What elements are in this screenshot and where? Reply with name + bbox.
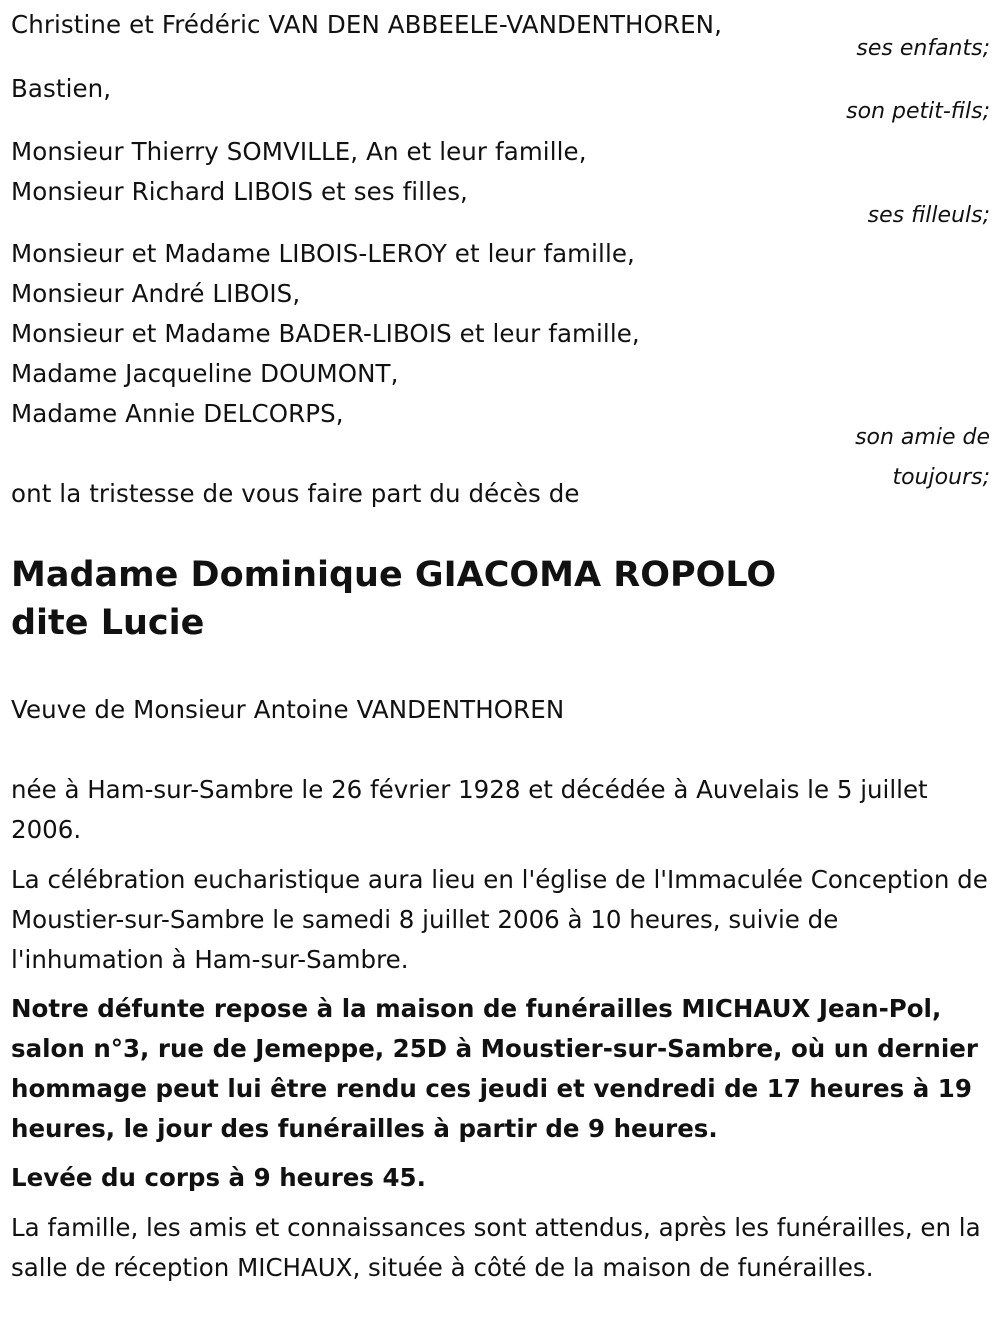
- children-role: ses enfants;: [856, 36, 990, 61]
- friend-line-3: Monsieur et Madame BADER-LIBOIS et leur famille,: [11, 319, 640, 348]
- birth-death-paragraph: née à Ham-sur-Sambre le 26 février 1928 et décédée à Auvelais le 5 juillet 2006.: [11, 775, 928, 844]
- children-names: Christine et Frédéric VAN DEN ABBEELE-VANDENTHOREN,: [11, 10, 722, 39]
- visitation-paragraph: Notre défunte repose à la maison de funérailles MICHAUX Jean-Pol, salon n°3, rue de Jemeppe, 25D à Moustier-sur-Sambre, où un dernier hommage peut lui être rendu ces jeudi et vendredi de 17 heures à 19 heures, le jour des funérailles à partir de 9 heures.: [11, 994, 978, 1143]
- announcement: ont la tristesse de vous faire part du décès de: [11, 479, 580, 508]
- deceased-name-line-2: dite Lucie: [11, 603, 205, 643]
- friends-role-line-1: son amie de: [855, 425, 990, 450]
- godson-line-2: Monsieur Richard LIBOIS et ses filles,: [11, 177, 468, 206]
- ceremony-paragraph: La célébration eucharistique aura lieu en l'église de l'Immaculée Conception de Moustier-sur-Sambre le samedi 8 juillet 2006 à 10 heures, suivie de l'inhumation à Ham-sur-Sambre.: [11, 865, 988, 974]
- friend-line-1: Monsieur et Madame LIBOIS-LEROY et leur famille,: [11, 239, 635, 268]
- grandson-role: son petit-fils;: [846, 99, 990, 124]
- friend-line-5: Madame Annie DELCORPS,: [11, 399, 344, 428]
- friend-line-4: Madame Jacqueline DOUMONT,: [11, 359, 399, 388]
- godson-line-1: Monsieur Thierry SOMVILLE, An et leur famille,: [11, 137, 587, 166]
- friend-line-2: Monsieur André LIBOIS,: [11, 279, 301, 308]
- widow-of: Veuve de Monsieur Antoine VANDENTHOREN: [11, 695, 565, 724]
- reception-paragraph: La famille, les amis et connaissances sont attendus, après les funérailles, en la salle de réception MICHAUX, située à côté de la maison de funérailles.: [11, 1213, 981, 1282]
- godsons-role: ses filleuls;: [867, 203, 990, 228]
- deceased-name-line-1: Madame Dominique GIACOMA ROPOLO: [11, 555, 777, 595]
- grandson-name: Bastien,: [11, 74, 112, 103]
- departure-paragraph: Levée du corps à 9 heures 45.: [11, 1163, 426, 1192]
- friends-role-line-2: toujours;: [892, 465, 990, 490]
